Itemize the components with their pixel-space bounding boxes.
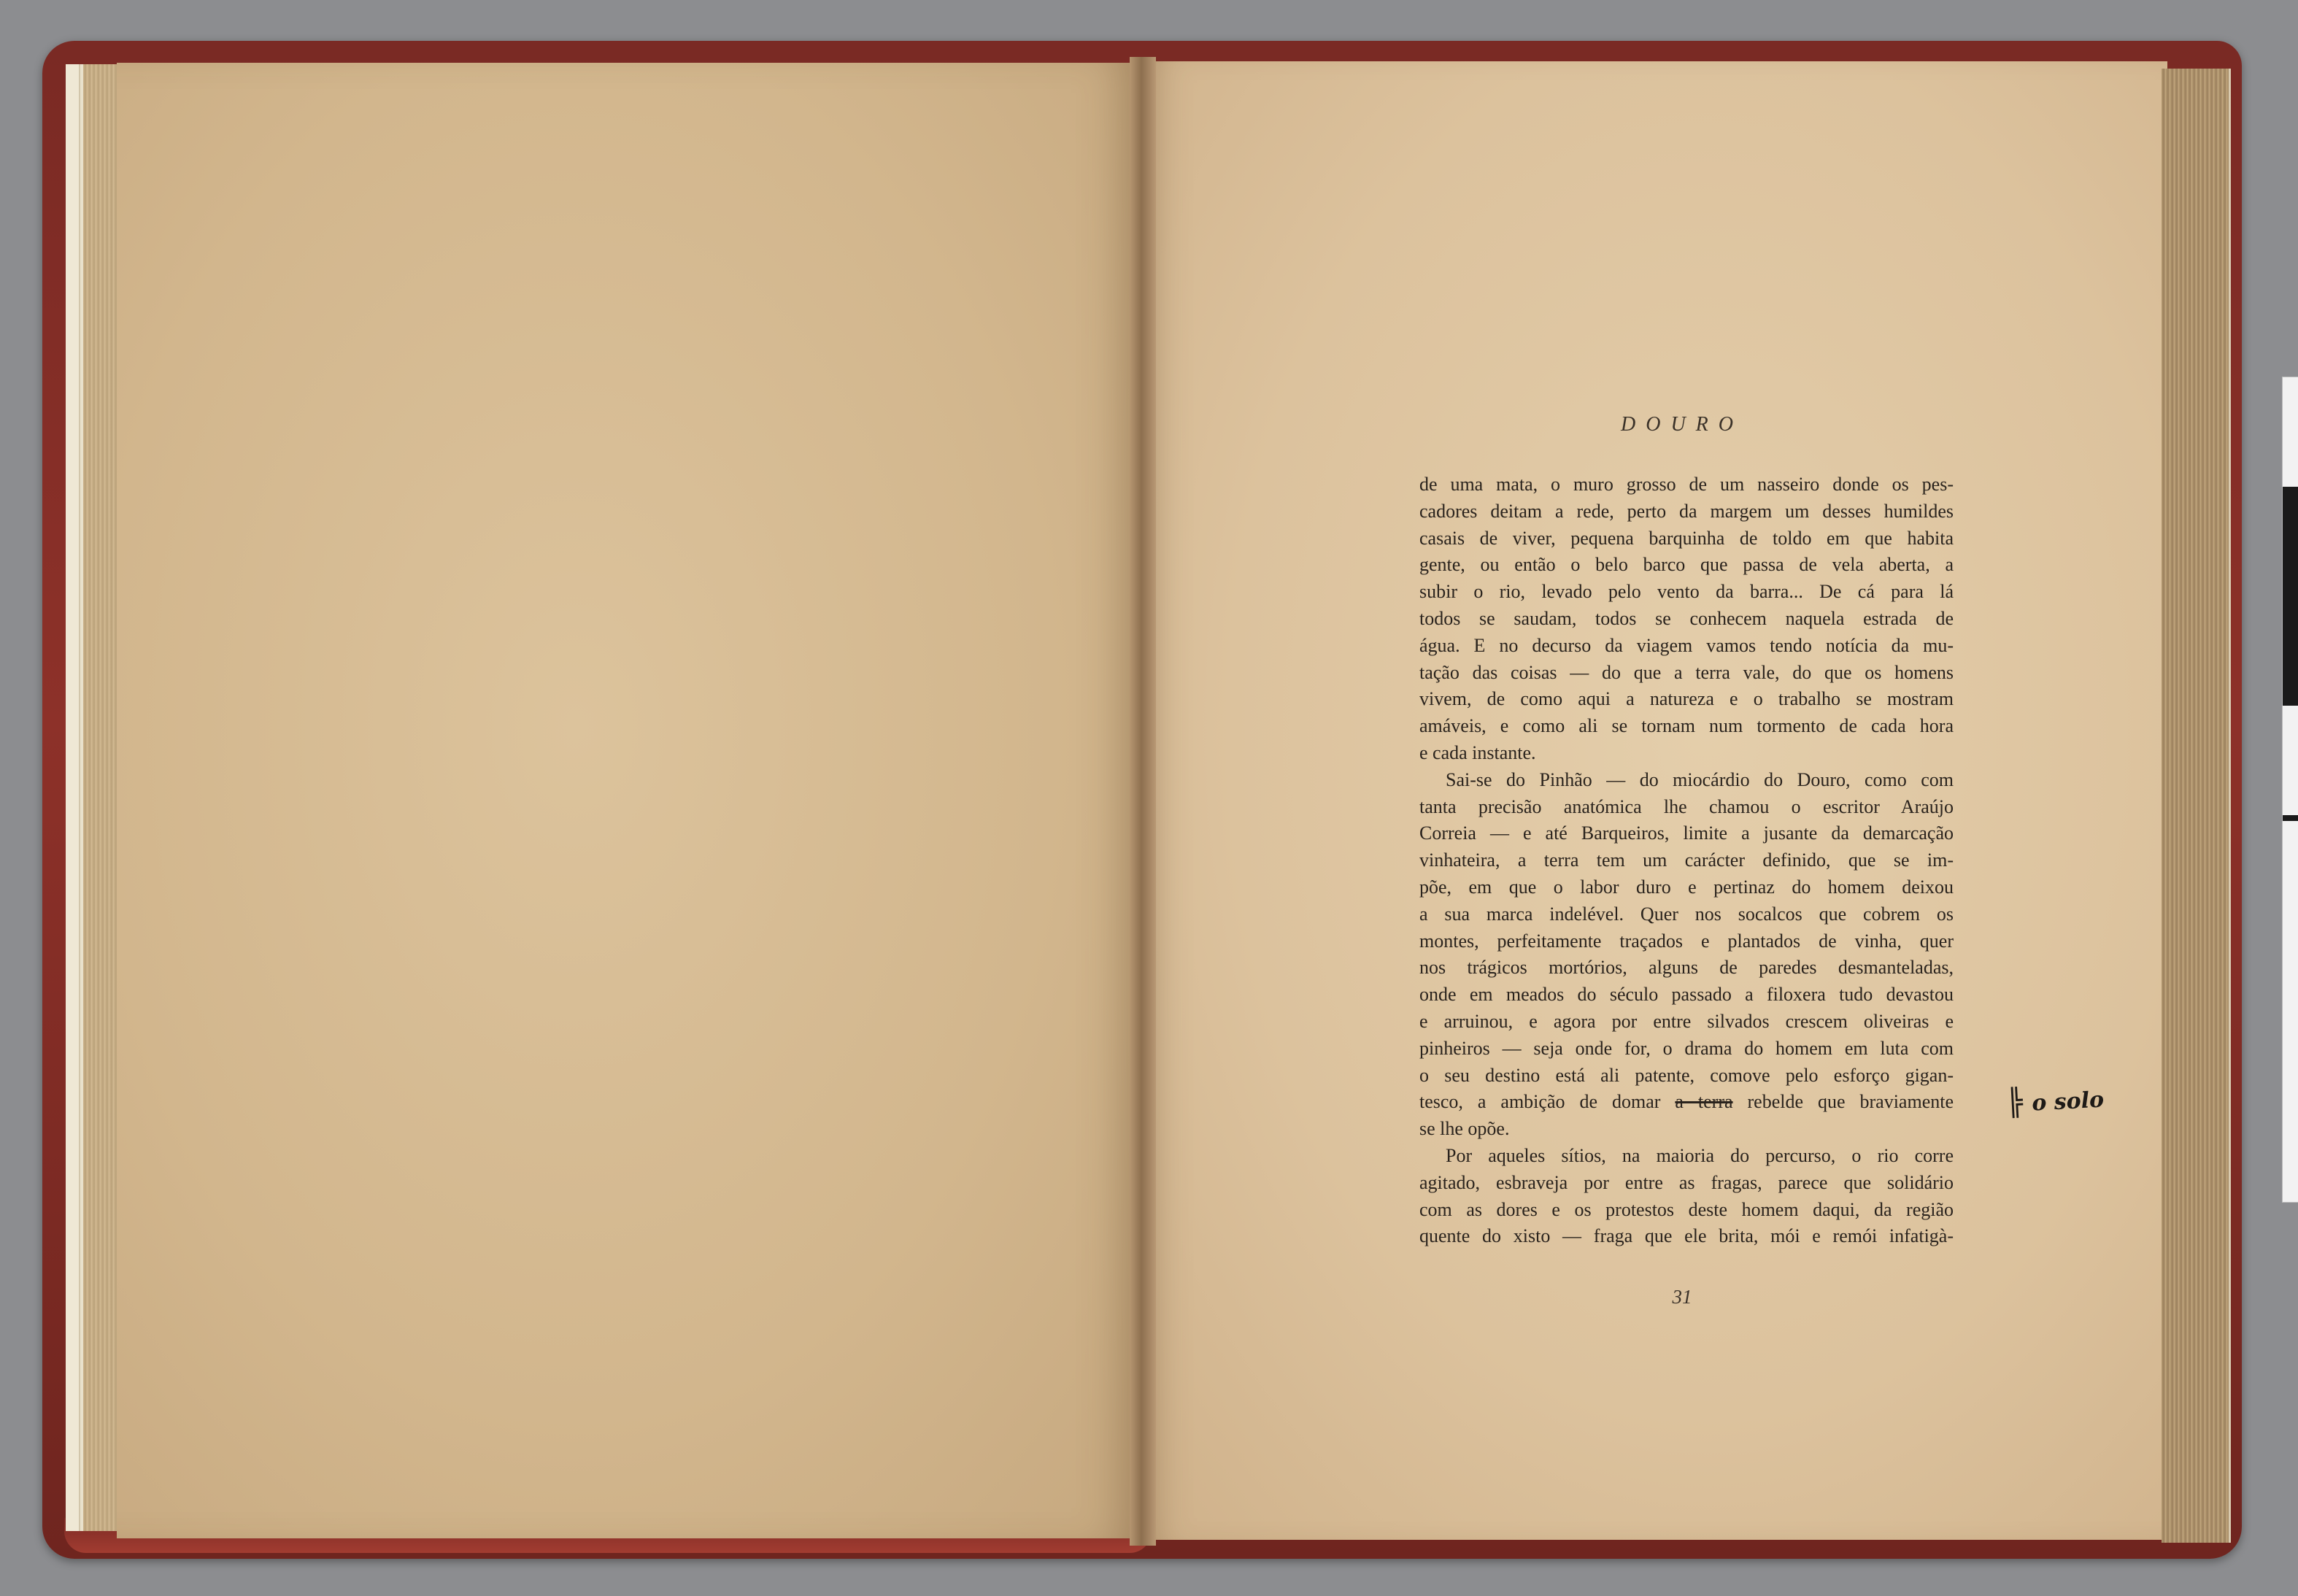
left-page-blank: [117, 63, 1138, 1538]
text-line: onde em meados do século passado a filoxera tudo devastou: [1419, 984, 1954, 1006]
text-segment: rebelde que braviamente: [1747, 1091, 1954, 1113]
insertion-mark-icon: ╠: [2006, 1087, 2024, 1119]
text-line-with-correction: [1419, 1089, 1954, 1116]
book-gutter: [1130, 57, 1156, 1546]
text-line: todos se saudam, todos se conhecem naquela estrada de: [1419, 607, 1954, 629]
text-line: de uma mata, o muro grosso de um nasseiro donde os pes-: [1419, 474, 1954, 495]
margin-annotation: [2006, 1084, 2105, 1119]
text-line: Sai-se do Pinhão — do miocárdio do Douro, como com: [1446, 768, 1954, 790]
text-line: põe, em que o labor duro e pertinaz do homem deixou: [1419, 876, 1954, 898]
text-line: cadores deitam a rede, perto da margem um desses humildes: [1419, 500, 1954, 522]
text-line: subir o rio, levado pelo vento da barra... De cá para lá: [1419, 581, 1954, 603]
scale-ruler: [2282, 377, 2298, 1203]
text-line: tanta precisão anatómica lhe chamou o escritor Araújo: [1419, 795, 1954, 817]
text-line: Por aqueles sítios, na maioria do percurso, o rio corre: [1446, 1144, 1954, 1166]
struck-text: a terra: [1675, 1091, 1733, 1113]
text-segment: tesco, a ambição de domar: [1419, 1091, 1661, 1113]
text-line: nos trágicos mortórios, alguns de paredes desmanteladas,: [1419, 957, 1954, 979]
text-line: e arruinou, e agora por entre silvados crescem oliveiras e: [1419, 1010, 1954, 1032]
text-line: Correia — e até Barqueiros, limite a jusante da demarcação: [1419, 822, 1954, 844]
text-line: vinhateira, a terra tem um carácter definido, que se im-: [1419, 849, 1954, 871]
text-line: gente, ou então o belo barco que passa de vela aberta, a: [1419, 554, 1954, 576]
text-line: a sua marca indelével. Quer nos socalcos que cobrem os: [1419, 903, 1954, 925]
text-line: e cada instante.: [1419, 741, 1536, 763]
text-line: casais de viver, pequena barquinha de toldo em que habita: [1419, 527, 1954, 549]
text-line: montes, perfeitamente traçados e plantados de vinha, quer: [1419, 930, 1954, 952]
text-line: água. E no decurso da viagem vamos tendo notícia da mu-: [1419, 634, 1954, 656]
text-line: se lhe opõe.: [1419, 1118, 1510, 1140]
margin-note-text: o solo: [2031, 1087, 2105, 1117]
page-number: 31: [1672, 1286, 1692, 1308]
text-line: com as dores e os protestos deste homem daqui, da região: [1419, 1198, 1954, 1220]
running-head: DOURO: [1621, 413, 1743, 436]
text-line: tação das coisas — do que a terra vale, do que os homens: [1419, 661, 1954, 683]
text-line: quente do xisto — fraga que ele brita, mói e remói infatigà-: [1419, 1225, 1954, 1247]
left-page-edges: [80, 64, 121, 1531]
ruler-black-segment: [2283, 487, 2298, 706]
text-line: amáveis, e como ali se tornam num tormento de cada hora: [1419, 715, 1954, 737]
text-line: agitado, esbraveja por entre as fragas, parece que solidário: [1419, 1171, 1954, 1193]
right-page-edges: [2162, 69, 2231, 1543]
text-line: o seu destino está ali patente, comove pelo esforço gigan-: [1419, 1064, 1954, 1086]
text-line: vivem, de como aqui a natureza e o trabalho se mostram: [1419, 688, 1954, 710]
ruler-tick: [2283, 815, 2298, 821]
body-text: [1419, 471, 1954, 1250]
text-line: pinheiros — seja onde for, o drama do homem em luta com: [1419, 1037, 1954, 1059]
